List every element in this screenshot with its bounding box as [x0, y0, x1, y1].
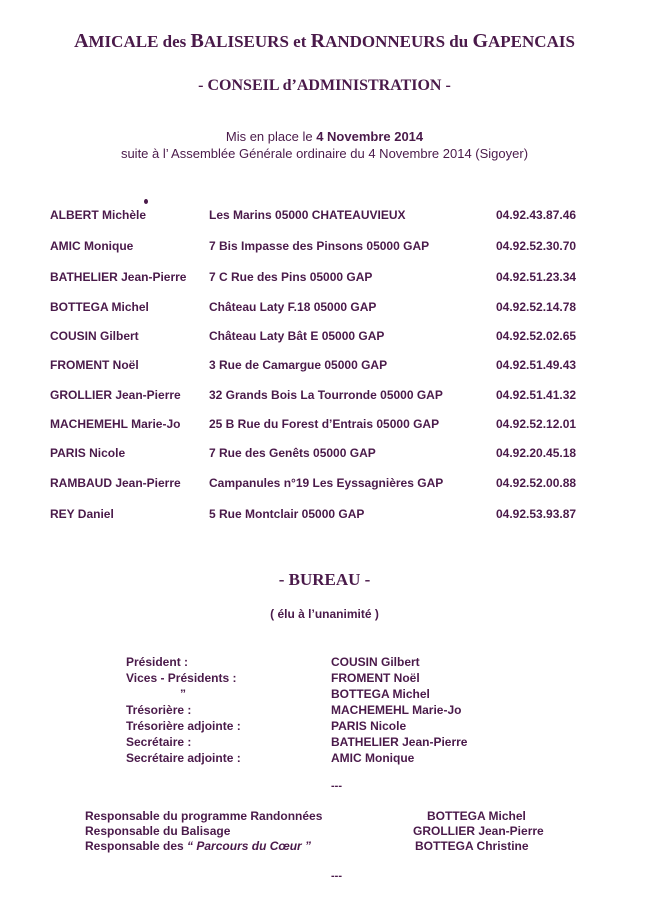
bureau-person: BATHELIER Jean-Pierre: [331, 735, 468, 749]
member-name: REY Daniel: [50, 507, 114, 521]
separator: ---: [331, 780, 342, 792]
responsible-label: Responsable du programme Randonnées: [85, 809, 323, 823]
member-address: 32 Grands Bois La Tourronde 05000 GAP: [209, 388, 443, 402]
member-phone: 04.92.51.49.43: [496, 358, 577, 372]
section-title-bureau: - BUREAU -: [278, 570, 371, 589]
member-address: Campanules n°19 Les Eyssagnières GAP: [209, 476, 444, 490]
bureau-role: Trésorière :: [126, 703, 192, 717]
intro-line-1: [0, 129, 649, 144]
member-address: Château Laty F.18 05000 GAP: [209, 300, 377, 314]
bureau-person: FROMENT Noël: [331, 671, 420, 685]
bureau-role: Vices - Présidents :: [126, 671, 237, 685]
member-phone: 04.92.53.93.87: [496, 507, 577, 521]
section-title-conseil: - CONSEIL d’ADMINISTRATION -: [198, 77, 451, 94]
bureau-person: BOTTEGA Michel: [331, 687, 430, 701]
member-address: 3 Rue de Camargue 05000 GAP: [209, 358, 388, 372]
bureau-role: Secrétaire adjointe :: [126, 751, 241, 765]
bureau-person: AMIC Monique: [331, 751, 415, 765]
title-part-r: ANDONNEURS du: [325, 32, 473, 51]
responsible-person: BOTTEGA Christine: [415, 839, 529, 853]
member-name: BATHELIER Jean-Pierre: [50, 270, 187, 284]
member-name: MACHEMEHL Marie-Jo: [50, 417, 181, 431]
member-name: PARIS Nicole: [50, 446, 126, 460]
intro-prefix: Mis en place le: [225, 129, 317, 144]
ink-dot: [144, 199, 148, 204]
title-initial-a: A: [74, 30, 89, 52]
member-name: AMIC Monique: [50, 239, 134, 253]
member-name: RAMBAUD Jean-Pierre: [50, 476, 181, 490]
member-phone: 04.92.51.41.32: [496, 388, 577, 402]
bureau-role: Trésorière adjointe :: [126, 719, 241, 733]
member-name: FROMENT Noël: [50, 358, 139, 372]
title-part-g: APENCAIS: [488, 32, 575, 51]
member-phone: 04.92.52.12.01: [496, 417, 577, 431]
member-phone: 04.92.51.23.34: [496, 270, 577, 284]
member-phone: 04.92.52.14.78: [496, 300, 577, 314]
responsible-person: GROLLIER Jean-Pierre: [413, 824, 544, 838]
intro-line-2: suite à l’ Assemblée Générale ordinaire du 4 Novembre 2014 (Sigoyer): [120, 146, 529, 161]
member-name: ALBERT Michèle: [50, 208, 147, 222]
member-address: Château Laty Bât E 05000 GAP: [209, 329, 385, 343]
member-phone: 04.92.20.45.18: [496, 446, 577, 460]
footer-separator: ---: [331, 870, 342, 882]
intro-date: 4 Novembre 2014: [316, 129, 424, 144]
member-phone: 04.92.52.30.70: [496, 239, 577, 253]
member-address: 7 Bis Impasse des Pinsons 05000 GAP: [209, 239, 430, 253]
bureau-person: MACHEMEHL Marie-Jo: [331, 703, 462, 717]
bureau-role-ditto: ”: [180, 687, 186, 701]
title-initial-b: B: [190, 30, 204, 52]
member-name: GROLLIER Jean-Pierre: [50, 388, 181, 402]
title-initial-g: G: [472, 30, 489, 52]
member-address: 7 C Rue des Pins 05000 GAP: [209, 270, 373, 284]
bureau-role: Président :: [126, 655, 189, 669]
page-title: [0, 30, 649, 53]
bureau-role: Secrétaire :: [126, 735, 192, 749]
title-part-b: ALISEURS et: [203, 32, 311, 51]
member-address: 7 Rue des Genêts 05000 GAP: [209, 446, 376, 460]
member-phone: 04.92.43.87.46: [496, 208, 577, 222]
responsible-label: Responsable des “ Parcours du Cœur ”: [85, 839, 312, 853]
member-phone: 04.92.52.02.65: [496, 329, 577, 343]
member-phone: 04.92.52.00.88: [496, 476, 577, 490]
bureau-person: COUSIN Gilbert: [331, 655, 420, 669]
member-name: COUSIN Gilbert: [50, 329, 139, 343]
parcours-du-coeur: “ Parcours du Cœur ”: [187, 839, 312, 853]
responsible-label: Responsable du Balisage: [85, 824, 231, 838]
title-initial-r: R: [310, 30, 326, 52]
title-part-a: MICALE des: [88, 32, 191, 51]
member-address: 25 B Rue du Forest d’Entrais 05000 GAP: [209, 417, 440, 431]
member-name: BOTTEGA Michel: [50, 300, 149, 314]
elected-note: ( élu à l’unanimité ): [270, 607, 379, 621]
member-address: Les Marins 05000 CHATEAUVIEUX: [209, 208, 406, 222]
member-address: 5 Rue Montclair 05000 GAP: [209, 507, 365, 521]
bureau-person: PARIS Nicole: [331, 719, 407, 733]
responsible-person: BOTTEGA Michel: [427, 809, 526, 823]
